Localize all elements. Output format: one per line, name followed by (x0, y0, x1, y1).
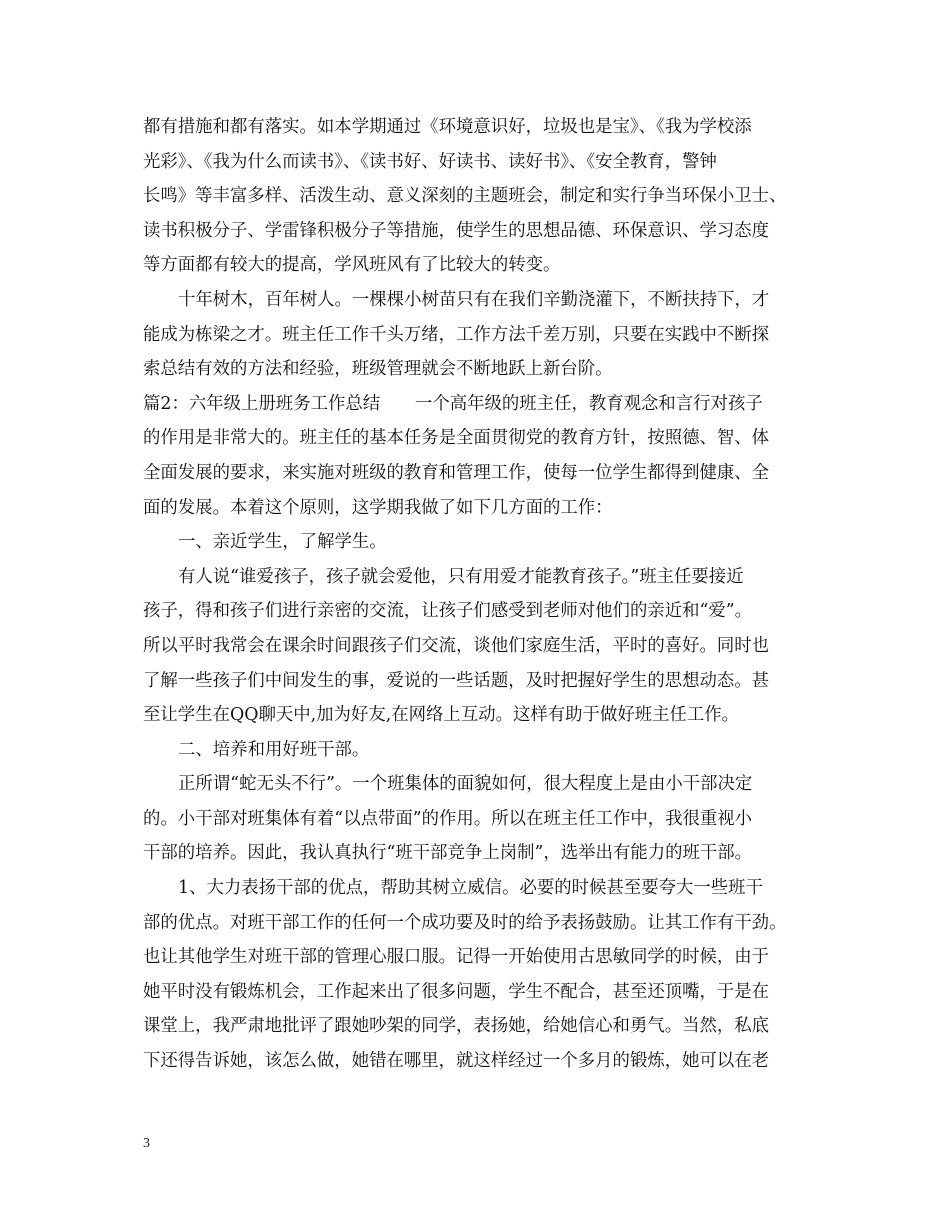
text-line: 的。小干部对班集体有着“以点带面”的作用。所以在班主任工作中，我很重视小 (143, 808, 753, 829)
text-line: 光彩》、《我为什么而读书》、《读书好、好读书、读好书》、《安全教育，警钟 (143, 151, 717, 172)
text-line: 全面发展的要求，来实施对班级的教育和管理工作，使每一位学生都得到健康、全 (143, 462, 770, 483)
paragraph-start-line: 正所谓“蛇无头不行”。一个班集体的面貌如何，很大程度上是由小干部决定 (178, 774, 753, 795)
text-line: 至让学生在QQ聊天中,加为好友,在网络上互动。这样有助于做好班主任工作。 (143, 705, 740, 726)
text-line: 孩子，得和孩子们进行亲密的交流，让孩子们感受到老师对他们的亲近和“爱”。 (143, 601, 753, 622)
text-line: 等方面都有较大的提高，学风班风有了比较大的转变。 (143, 255, 561, 276)
text-line: 能成为栋梁之才。班主任工作千头万绪，工作方法千差万别，只要在实践中不断探 (143, 324, 770, 345)
text-line: 面的发展。本着这个原则，这学期我做了如下几方面的工作： (143, 497, 613, 518)
subheading-line: 一、亲近学生，了解学生。 (178, 532, 387, 553)
page-number: 3 (143, 1136, 150, 1151)
text-line: 部的优点。对班干部工作的任何一个成功要及时的给予表扬鼓励。让其工作有干劲。 (143, 912, 787, 933)
body-text (143, 110, 828, 1079)
text-line: 课堂上，我严肃地批评了跟她吵架的同学，表扬她，给她信心和勇气。当然，私底 (143, 1016, 770, 1037)
text-line: 都有措施和都有落实。如本学期通过《环境意识好，垃圾也是宝》、《我为学校添 (143, 117, 752, 137)
paragraph-start-line: 有人说“谁爱孩子，孩子就会爱他，只有用爱才能教育孩子。”班主任要接近 (178, 566, 744, 587)
text-line: 长鸣》等丰富多样、活泼生动、意义深刻的主题班会，制定和实行争当环保小卫士、 (143, 186, 787, 207)
section-title-line: 篇2：六年级上册班务工作总结 一个高年级的班主任，教育观念和言行对孩子 (143, 393, 763, 414)
text-line: 她平时没有锻炼机会，工作起来出了很多问题，学生不配合，甚至还顶嘴，于是在 (143, 981, 770, 1002)
paragraph-start-line: 十年树木，百年树人。一棵棵小树苗只有在我们辛勤浇灌下，不断扶持下，才 (178, 289, 770, 310)
text-line: 所以平时我常会在课余时间跟孩子们交流，谈他们家庭生活，平时的喜好。同时也 (143, 635, 770, 656)
text-line: 了解一些孩子们中间发生的事，爱说的一些话题，及时把握好学生的思想动态。甚 (143, 670, 770, 691)
text-line: 也让其他学生对班干部的管理心服口服。记得一开始使用古思敏同学的时候，由于 (143, 947, 770, 968)
text-line: 读书积极分子、学雷锋积极分子等措施，使学生的思想品德、环保意识、学习态度 (143, 220, 770, 241)
text-line: 索总结有效的方法和经验，班级管理就会不断地跃上新台阶。 (143, 359, 613, 380)
text-line: 干部的培养。因此，我认真执行“班干部竞争上岗制”，选举出有能力的班干部。 (143, 843, 753, 864)
subheading-line: 二、培养和用好班干部。 (178, 739, 370, 760)
paragraph-start-line: 1、大力表扬干部的优点，帮助其树立威信。必要的时候甚至要夸大一些班干 (178, 878, 763, 899)
text-line: 的作用是非常大的。班主任的基本任务是全面贯彻党的教育方针，按照德、智、体 (143, 428, 770, 449)
text-line: 下还得告诉她，该怎么做，她错在哪里，就这样经过一个多月的锻炼，她可以在老 (143, 1051, 770, 1072)
